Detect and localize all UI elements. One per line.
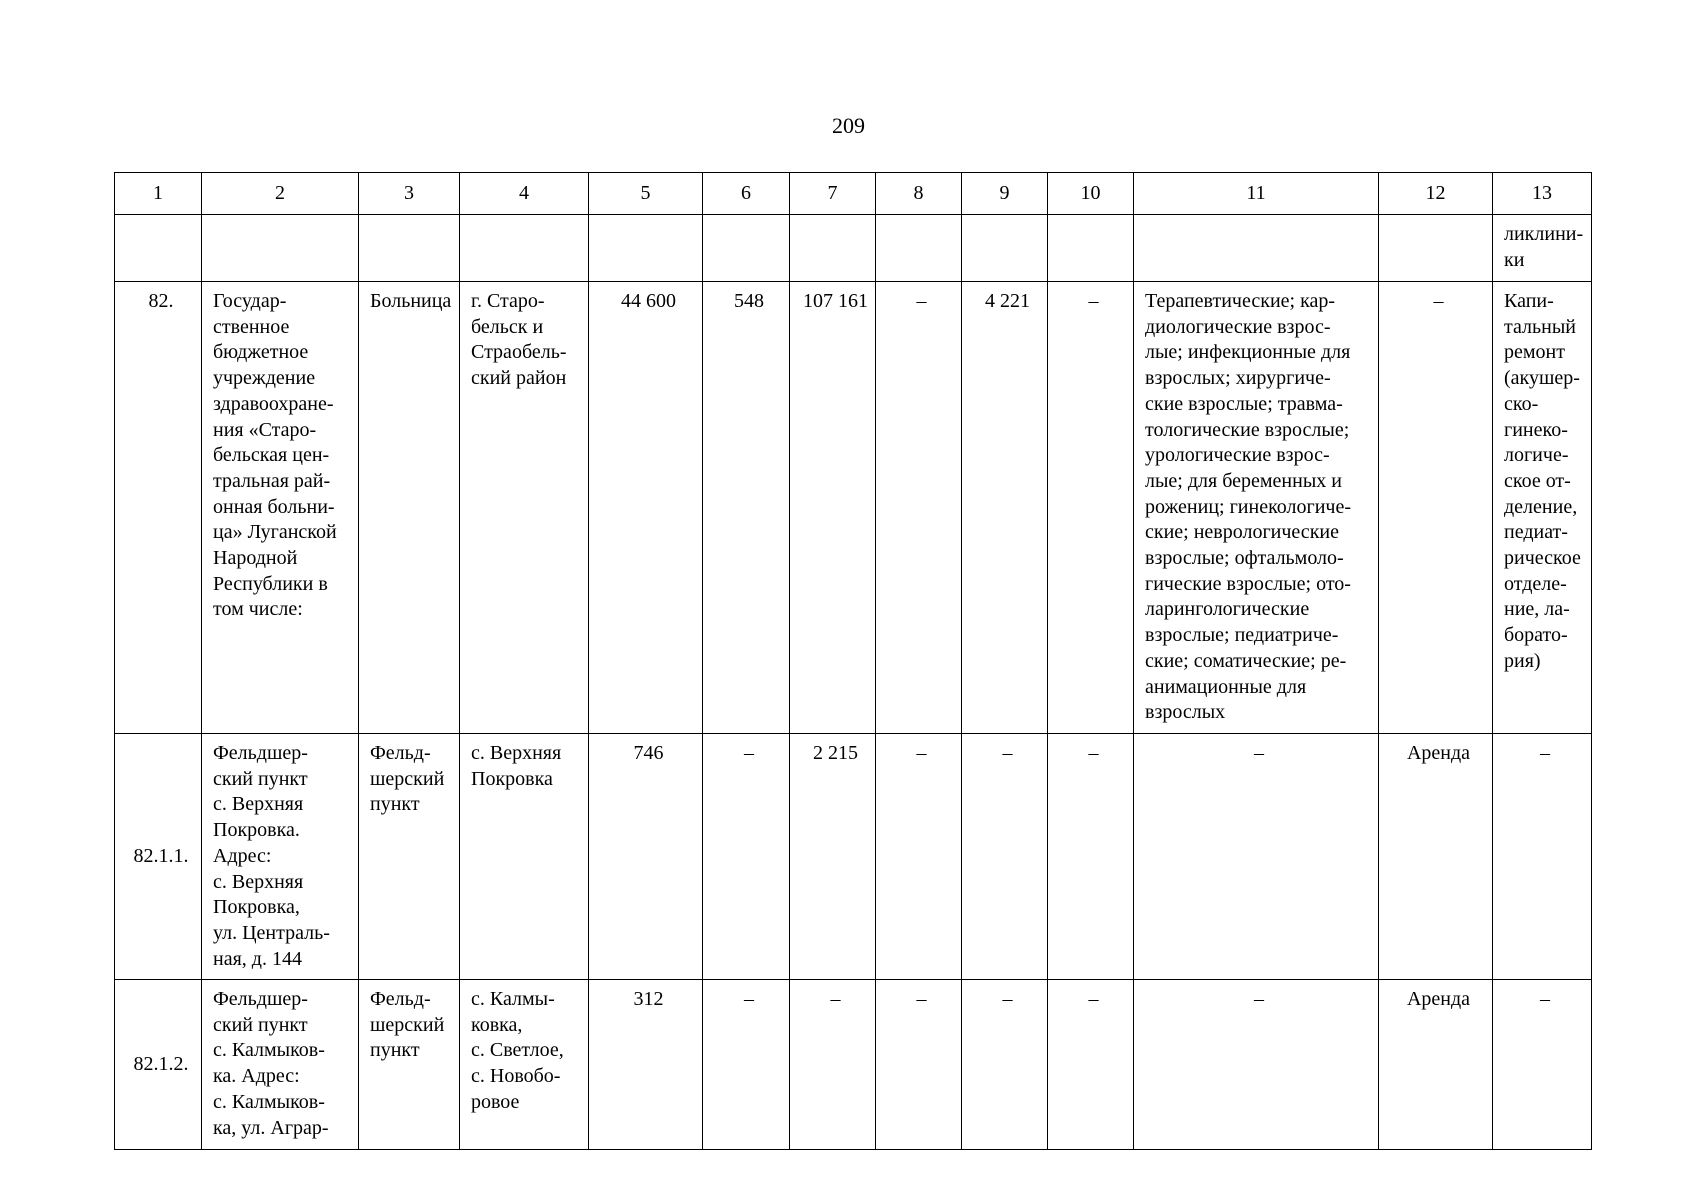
cell-facility-name: Государ- ственное бюджетное учреждение здравоохране- ния «Старо- бельская цен- тральная рай- онная больни- ца» Луганской Народной Республики в том числе:: [202, 282, 359, 734]
cell-col6: 548: [703, 282, 790, 734]
cell-col10: –: [1048, 282, 1134, 734]
cell-facility-name: Фельдшер- ский пункт с. Верхняя Покровка. Адрес: с. Верхняя Покровка, ул. Централь- ная, д. 144: [202, 734, 359, 980]
cell-col12: Аренда: [1379, 980, 1493, 1150]
cell-col6: –: [703, 734, 790, 980]
column-number: 3: [359, 173, 460, 215]
table-row-82: [115, 282, 1592, 734]
cell-facility-type: Фельд- шерский пункт: [359, 980, 460, 1150]
page-number: 209: [832, 113, 865, 138]
cell-col7: [790, 215, 876, 282]
column-number: 1: [115, 173, 202, 215]
cell-row-number: 82.1.1.: [115, 734, 202, 980]
cell-col7: –: [790, 980, 876, 1150]
column-number: 12: [1379, 173, 1493, 215]
table-row-82-1-1: [115, 734, 1592, 980]
cell-col12: Аренда: [1379, 734, 1493, 980]
cell-col10: [1048, 215, 1134, 282]
cell-col7: 2 215: [790, 734, 876, 980]
cell-col13: –: [1493, 980, 1592, 1150]
cell-col8: –: [876, 980, 962, 1150]
facilities-table: [114, 172, 1592, 1150]
cell-col8: [876, 215, 962, 282]
cell-row-number: 82.1.2.: [115, 980, 202, 1150]
cell-col5: 746: [589, 734, 703, 980]
cell-facility-name: Фельдшер- ский пункт с. Калмыков- ка. Адрес: с. Калмыков- ка, ул. Аграр-: [202, 980, 359, 1150]
cell-col5: 312: [589, 980, 703, 1150]
cell-col5: [589, 215, 703, 282]
cell-col8: –: [876, 282, 962, 734]
cell-col5: 44 600: [589, 282, 703, 734]
cell-col13: Капи- тальный ремонт (акушер- ско- гинеко- логиче- ское от- деление, педиат- рическое отделе- ние, ла- борато- рия): [1493, 282, 1592, 734]
cell-col10: –: [1048, 980, 1134, 1150]
cell-col8: –: [876, 734, 962, 980]
cell-col9: [962, 215, 1048, 282]
cell-facility-type: Фельд- шерский пункт: [359, 734, 460, 980]
cell-bed-profiles: –: [1134, 980, 1379, 1150]
cell-service-area: с. Верхняя Покровка: [460, 734, 589, 980]
column-number: 2: [202, 173, 359, 215]
cell-col7: 107 161: [790, 282, 876, 734]
column-number: 13: [1493, 173, 1592, 215]
column-number: 6: [703, 173, 790, 215]
cell-facility-type: [359, 215, 460, 282]
cell-facility-type: Больница: [359, 282, 460, 734]
column-number: 8: [876, 173, 962, 215]
cell-facility-name: [202, 215, 359, 282]
cell-service-area: г. Старо- бельск и Страобель- ский район: [460, 282, 589, 734]
column-number: 5: [589, 173, 703, 215]
cell-col6: [703, 215, 790, 282]
column-number: 10: [1048, 173, 1134, 215]
cell-col9: –: [962, 980, 1048, 1150]
cell-row-number: [115, 215, 202, 282]
cell-col12: –: [1379, 282, 1493, 734]
cell-col9: 4 221: [962, 282, 1048, 734]
column-number: 9: [962, 173, 1048, 215]
cell-bed-profiles: –: [1134, 734, 1379, 980]
table-row-82-1-2: [115, 980, 1592, 1150]
cell-col12: [1379, 215, 1493, 282]
cell-col6: –: [703, 980, 790, 1150]
column-number: 4: [460, 173, 589, 215]
cell-service-area: [460, 215, 589, 282]
cell-bed-profiles: [1134, 215, 1379, 282]
cell-row-number: 82.: [115, 282, 202, 734]
cell-bed-profiles: Терапевтические; кар- диологические взрос- лые; инфекционные для взрослых; хирургиче- ские взрослые; травма- тологические взрослые; урологические взрос- лые; для беременных и рожениц; гинекологиче- ские; неврологические взрослые; офтальмоло- гические взрослые; ото- ларингологические взрослые; педиатриче- ские; соматические; ре- анимационные для взрослых: [1134, 282, 1379, 734]
table-row-continuation: [115, 215, 1592, 282]
column-number: 11: [1134, 173, 1379, 215]
cell-col13: ликлини- ки: [1493, 215, 1592, 282]
cell-service-area: с. Калмы- ковка, с. Светлое, с. Новобо- ровое: [460, 980, 589, 1150]
column-number: 7: [790, 173, 876, 215]
column-numbers-row: [115, 173, 1592, 215]
cell-col13: –: [1493, 734, 1592, 980]
cell-col9: –: [962, 734, 1048, 980]
cell-col10: –: [1048, 734, 1134, 980]
